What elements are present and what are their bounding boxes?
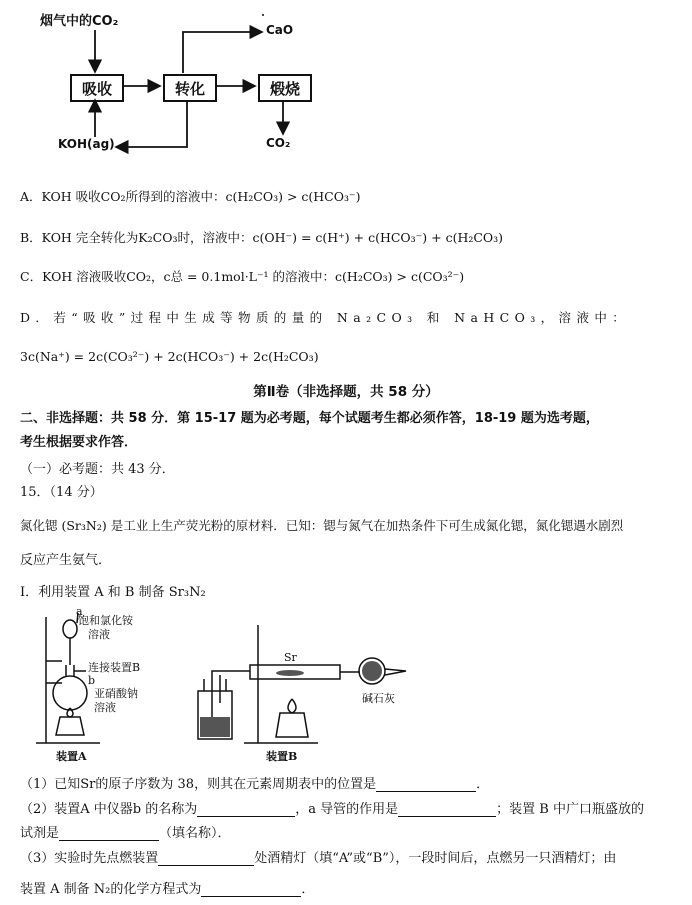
part2-heading-cont: 考生根据要求作答．	[20, 435, 138, 450]
device-a-caption: 装置A	[56, 750, 87, 763]
flow-cao-label: CaO	[266, 23, 294, 37]
apparatus-connect-label: 连接装置B	[88, 661, 141, 674]
apparatus-b-label: b	[88, 674, 96, 687]
flow-box-absorb: 吸收	[70, 74, 124, 102]
question-2-text-e: （填名称）．	[159, 826, 231, 841]
flow-koh-label: KOH(ag)	[58, 137, 115, 151]
apparatus-sr-label: Sr	[284, 651, 297, 664]
apparatus-a-tube-label: a	[76, 605, 83, 618]
flow-box-calcine: 煅烧	[258, 74, 312, 102]
apparatus-lime-label: 碱石灰	[362, 692, 395, 705]
question-2	[20, 798, 644, 817]
question-2-text: （2）装置A 中仪器b 的名称为	[20, 802, 198, 817]
option-c: C．KOH 溶液吸收CO₂，c总 = 0.1mol·L⁻¹ 的溶液中：c(H₂CO₃) > c(CO₃²⁻)	[20, 269, 465, 284]
part2-title: 第Ⅱ卷（非选择题，共 58 分）	[253, 384, 439, 400]
answer-blank-3a[interactable]	[158, 850, 254, 866]
question-15-number: 15．（14 分）	[20, 485, 103, 500]
answer-blank-3b[interactable]	[201, 881, 301, 897]
question-2-text-c: ；装置 B 中广口瓶盛放的	[496, 802, 644, 817]
apparatus-solution1-label: 饱和氯化铵	[78, 614, 133, 627]
option-d: D．若“吸收”过程中生成等物质的量的 Na₂CO₃ 和 NaHCO₃，溶液中：	[20, 310, 631, 325]
flow-co2-label: CO₂	[266, 136, 291, 150]
question-3-text: （3）实验时先点燃装置	[20, 851, 159, 866]
apparatus-solution2-label-cont: 溶液	[94, 701, 116, 714]
question-15-intro-cont: 反应产生氨气．	[20, 553, 112, 568]
question-3-text-c: 装置 A 制备 N₂的化学方程式为	[20, 882, 202, 897]
option-a: A．KOH 吸收CO₂所得到的溶液中：c(H₂CO₃) > c(HCO₃⁻)	[20, 189, 361, 204]
question-3-text-b: 处酒精灯（填“A”或“B”），一段时间后，点燃另一只酒精灯；由	[254, 851, 617, 866]
flowchart-arrows	[0, 0, 692, 160]
option-b: B．KOH 完全转化为K₂CO₃时，溶液中：c(OH⁻) = c(H⁺) + c(HCO₃⁻) + c(H₂CO₃)	[20, 230, 504, 245]
flow-box-convert: 转化	[163, 74, 217, 102]
device-b-caption: 装置B	[266, 750, 298, 763]
apparatus-solution2-label: 亚硝酸钠	[94, 687, 138, 700]
apparatus-solution1-label-cont: 溶液	[88, 628, 110, 641]
answer-blank-2b[interactable]	[398, 801, 496, 817]
question-15-intro: 氮化锶 (Sr₃N₂) 是工业上生产荧光粉的原材料．已知：锶与氮气在加热条件下可生成氮化锶，氮化锶遇水剧烈	[20, 518, 624, 533]
answer-blank-2c[interactable]	[59, 825, 159, 841]
flow-input-label: 烟气中的CO₂	[40, 14, 119, 29]
question-1-end: ．	[476, 777, 490, 792]
question-2-text-b: ，a 导管的作用是	[295, 802, 399, 817]
answer-blank-2a[interactable]	[197, 801, 295, 817]
required-section: （一）必考题：共 43 分．	[20, 462, 175, 477]
question-2-cont	[20, 822, 231, 841]
question-3-end: ．	[301, 882, 315, 897]
question-1-text: （1）已知Sr的原子序数为 38，则其在元素周期表中的位置是	[20, 777, 377, 792]
question-3-cont	[20, 878, 314, 897]
option-d-equation: 3c(Na⁺) = 2c(CO₃²⁻) + 2c(HCO₃⁻) + 2c(H₂CO₃)	[20, 349, 319, 364]
question-2-text-d: 试剂是	[20, 826, 60, 841]
part1-heading: Ⅰ．利用装置 A 和 B 制备 Sr₃N₂	[20, 585, 206, 600]
question-1	[20, 773, 489, 792]
question-3	[20, 847, 616, 866]
answer-blank-1[interactable]	[376, 776, 476, 792]
part2-heading: 二、非选择题：共 58 分．第 15-17 题为必考题，每个试题考生都必须作答，18-19 题为选考题，	[20, 411, 599, 426]
